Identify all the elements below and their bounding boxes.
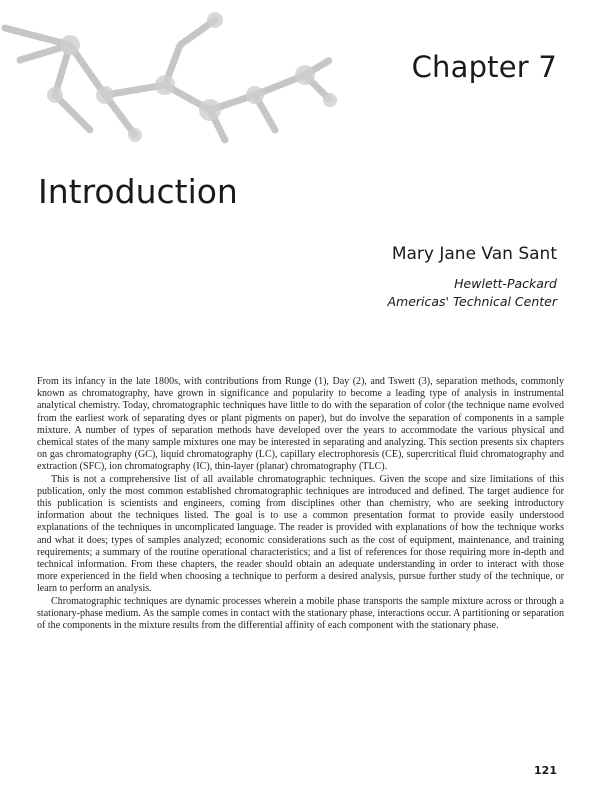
- chapter-title: Introduction: [38, 172, 238, 211]
- molecule-illustration: [0, 0, 360, 150]
- body-paragraph: This is not a comprehensive list of all available chromatographic techniques. Given the scope and size limitations of this publication, only the most common established chromatographic techniques are introduced and defined. The target audience for this publication is scientists and engineers, coming from disciplines other than chemistry, who are seeking introductory information about the techniques listed. The goal is to use a common presentation format to provide easily understood explanations of the techniques in uncomplicated language. The reader is provided with explanations of how the technique works and what it does; types of samples analyzed; economic considerations such as the cost of equipment, maintenance, and training requirements; a summary of the routine operational characteristics; and a list of references for those requiring more in-depth and technical information. From these chapters, the reader should obtain an adequate understanding in order to interact with those more experienced in the field when choosing a technique to perform a desired analysis, pursue further study of the technique, or learn to perform an analysis.: [37, 473, 564, 595]
- chapter-label: Chapter 7: [411, 50, 557, 84]
- body-paragraph: Chromatographic techniques are dynamic processes wherein a mobile phase transports the sample mixture across or through a stationary-phase medium. As the sample comes in contact with the stationary phase, interactions occur. A partitioning or separation of the components in the mixture results from the differential affinity of each component with the stationary phase.: [37, 595, 564, 632]
- author-affiliation-company: Hewlett-Packard: [454, 276, 557, 291]
- author-affiliation-center: Americas' Technical Center: [387, 294, 557, 309]
- page-number: 121: [534, 764, 557, 777]
- body-paragraph: From its infancy in the late 1800s, with contributions from Runge (1), Day (2), and Tswett (3), separation methods, commonly known as chromatography, have grown in significance and popularity to become a leading type of analysis in instrumental analytical chemistry. Today, chromatographic techniques have little to do with the separation of color (the technique name evolved from the earliest work of separating dyes or plant pigments on paper), but do involve the separation of components in a sample mixture. A number of types of separation methods have developed over the years to accommodate the various physical and chemical states of the many sample mixtures one may be interested in separating and analyzing. This section presents six chapters on gas chromatography (GC), liquid chromatography (LC), capillary electrophoresis (CE), supercritical fluid chromatography and extraction (SFC), ion chromatography (IC), thin-layer (planar) chromatography (TLC).: [37, 376, 564, 473]
- author-name: Mary Jane Van Sant: [391, 244, 557, 264]
- body-text: [37, 376, 564, 632]
